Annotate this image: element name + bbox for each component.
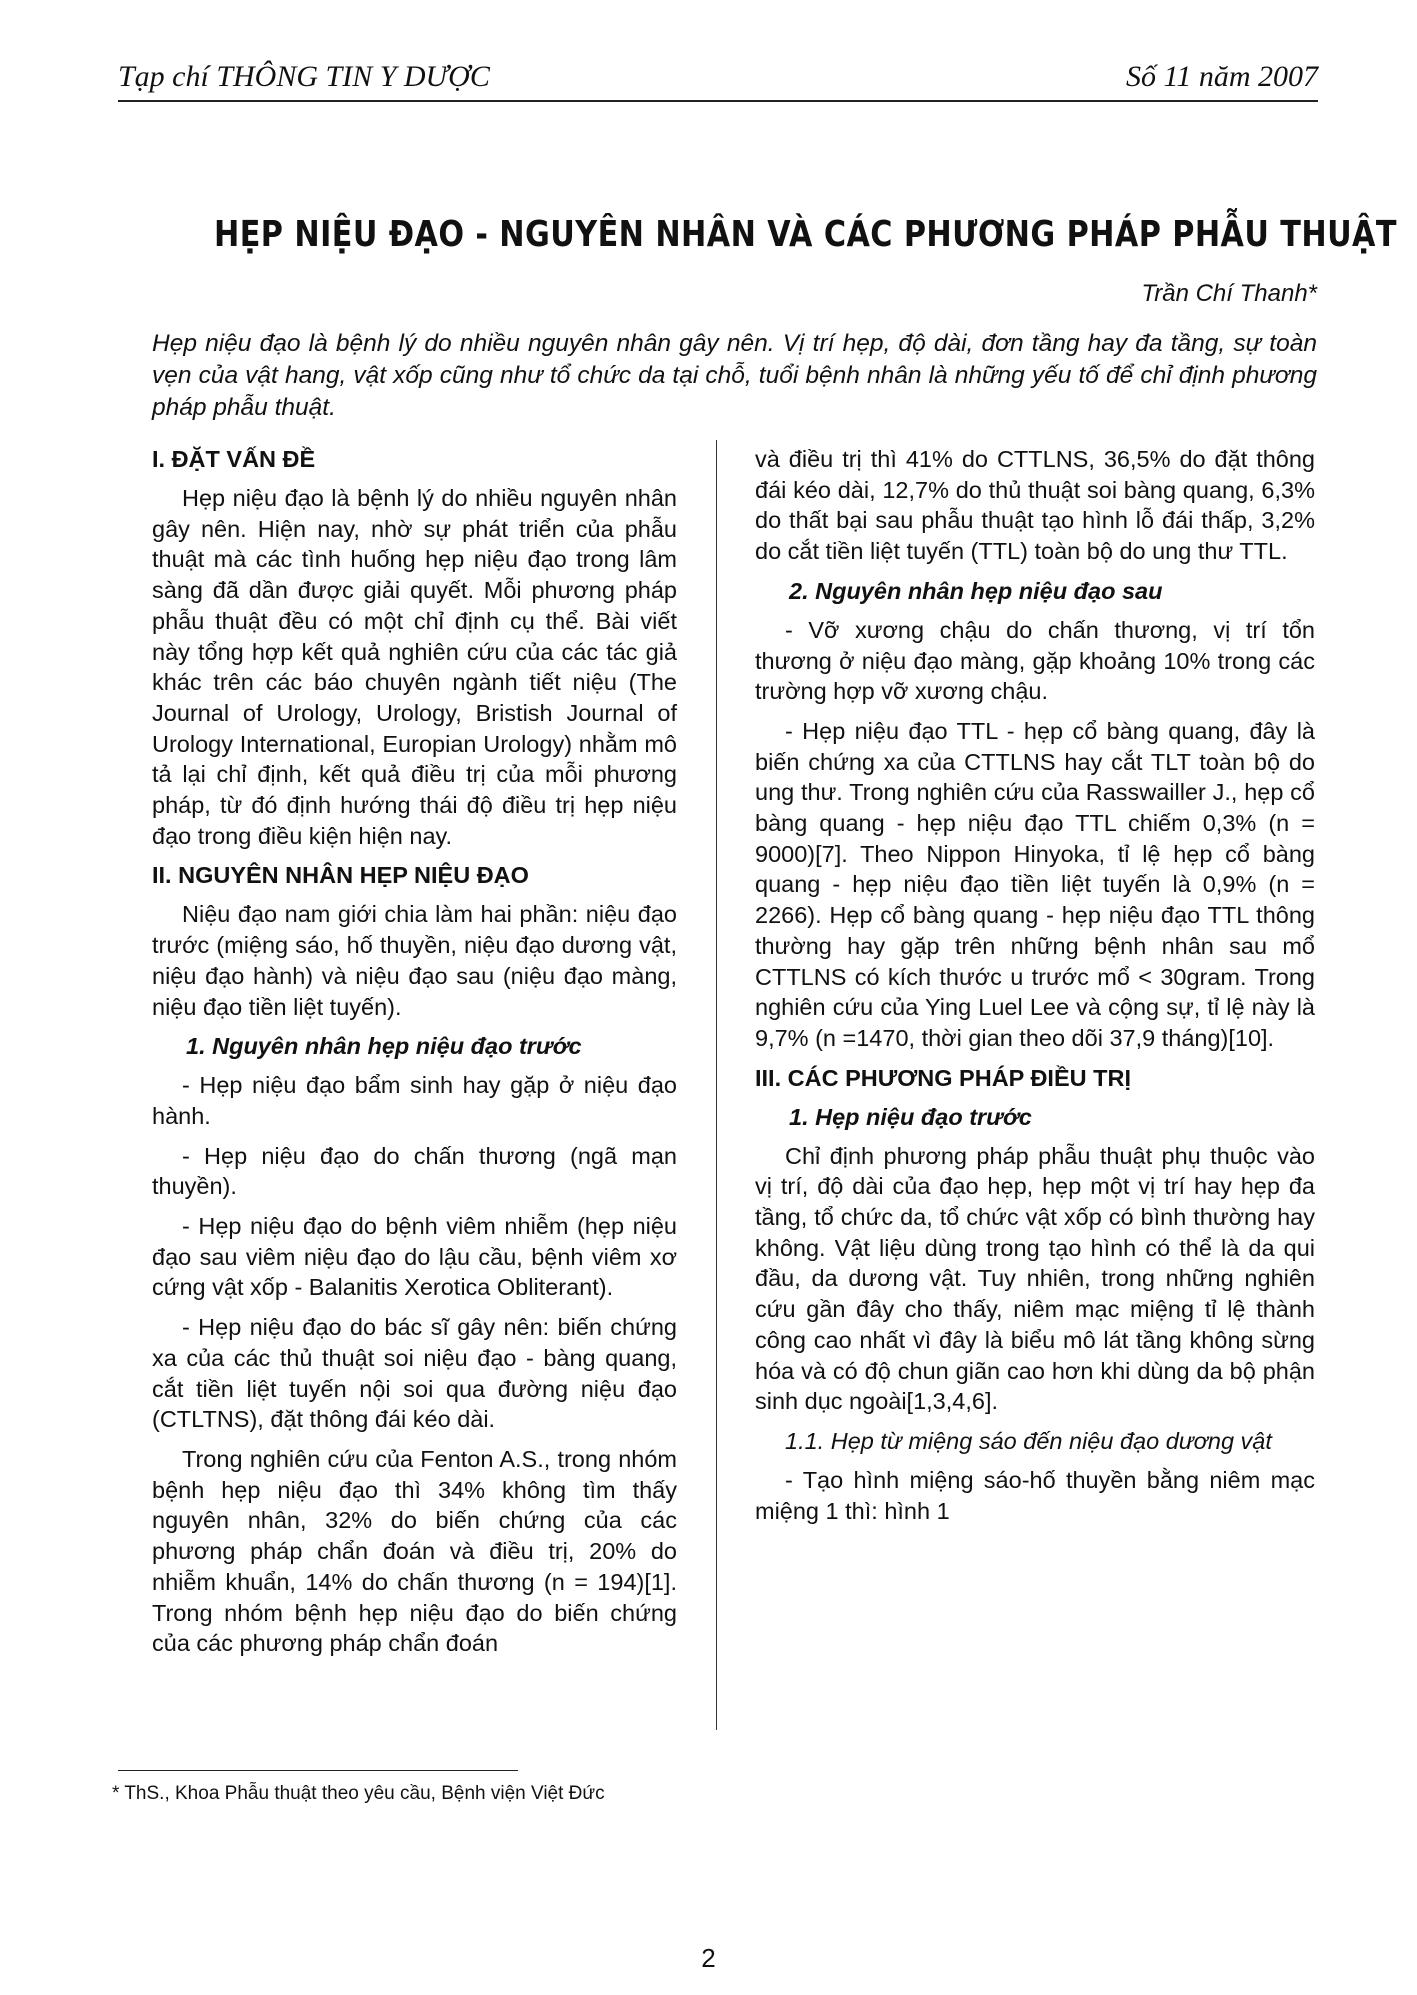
issue-number: Số 11 năm 2007	[1126, 60, 1318, 93]
paragraph: Niệu đạo nam giới chia làm hai phần: niệu đạo trước (miệng sáo, hố thuyền, niệu đạo dương vật, niệu đạo hành) và niệu đạo sau (niệu đạo màng, niệu đạo tiền liệt tuyến).	[152, 901, 677, 1020]
column-divider	[716, 440, 717, 1730]
bullet-paragraph: - Vỡ xương chậu do chấn thương, vị trí tổn thương ở niệu đạo màng, gặp khoảng 10% trong các trường hợp vỡ xương chậu.	[755, 616, 1315, 705]
subsection-heading: 1. Nguyên nhân hẹp niệu đạo trước	[186, 1033, 582, 1060]
footnote-rule	[118, 1770, 518, 1771]
footnote: * ThS., Khoa Phẫu thuật theo yêu cầu, Bệnh viện Việt Đức	[112, 1783, 605, 1804]
abstract: Hẹp niệu đạo là bệnh lý do nhiều nguyên nhân gây nên. Vị trí hẹp, độ dài, đơn tầng hay đa tầng, sự toàn vẹn của vật hang, vật xốp cũng như tổ chức da tại chỗ, tuổi bệnh nhân là những yếu tố để chỉ định phương pháp phẫu thuật.	[152, 330, 1317, 421]
bullet-paragraph: - Hẹp niệu đạo TTL - hẹp cổ bàng quang, đây là biến chứng xa của CTTLNS hay cắt TLT toàn bộ do ung thư. Trong nghiên cứu của Rasswailler J., hẹp cổ bàng quang - hẹp niệu đạo TTL chiếm 0,3% (n = 9000)[7]. Theo Nippon Hinyoka, tỉ lệ hẹp cổ bàng quang - hẹp niệu đạo tiền liệt tuyến là 0,9% (n = 2266). Hẹp cổ bàng quang - hẹp niệu đạo TTL thông thường hay gặp trên những bệnh nhân sau mổ CTTLNS có kích thước u trước mổ < 30gram. Trong nghiên cứu của Ying Luel Lee và cộng sự, tỉ lệ này là 9,7% (n =1470, thời gian theo dõi 37,9 tháng)[10].	[755, 717, 1315, 1051]
bullet-paragraph: - Hẹp niệu đạo do bác sĩ gây nên: biến chứng xa của các thủ thuật soi niệu đạo - bàng quang, cắt tiền liệt tuyến nội soi qua đường niệu đạo (CTLTNS), đặt thông đái kéo dài.	[152, 1314, 677, 1433]
right-column	[755, 444, 1315, 1535]
bullet-paragraph: - Tạo hình miệng sáo-hố thuyền bằng niêm mạc miệng 1 thì: hình 1	[755, 1466, 1315, 1524]
author-name: Trần Chí Thanh*	[1141, 280, 1317, 307]
page-number: 2	[701, 1943, 716, 1973]
paragraph: Chỉ định phương pháp phẫu thuật phụ thuộc vào vị trí, độ dài của đạo hẹp, hẹp một vị trí hay hẹp đa tầng, tổ chức da, tổ chức vật xốp có bình thường hay không. Vật liệu dùng trong tạo hình có thể là da qui đầu, da dương vật. Tuy nhiên, trong những nghiên cứu gần đây cho thấy, niêm mạc miệng tỉ lệ thành công cao nhất vì đây là biểu mô lát tầng không sừng hóa và có độ chun giãn cao hơn khi dùng da bộ phận sinh dục ngoài[1,3,4,6].	[755, 1142, 1315, 1415]
bullet-paragraph: - Hẹp niệu đạo do bệnh viêm nhiễm (hẹp niệu đạo sau viêm niệu đạo do lậu cầu, bệnh viêm xơ cứng vật xốp - Balanitis Xerotica Obliterant).	[152, 1213, 677, 1301]
bullet-paragraph: - Hẹp niệu đạo do chấn thương (ngã mạn thuyền).	[152, 1142, 677, 1200]
subsubsection-heading: 1.1. Hẹp từ miệng sáo đến niệu đạo dương vật	[785, 1427, 1272, 1454]
section-heading-1: I. ĐẶT VẤN ĐỀ	[152, 446, 316, 472]
subsection-heading: 1. Hẹp niệu đạo trước	[789, 1103, 1032, 1130]
bullet-paragraph: - Hẹp niệu đạo bẩm sinh hay gặp ở niệu đạo hành.	[152, 1072, 677, 1129]
paragraph: Hẹp niệu đạo là bệnh lý do nhiều nguyên nhân gây nên. Hiện nay, nhờ sự phát triển của phẫu thuật mà các tình huống hẹp niệu đạo trong lâm sàng đã dần được giải quyết. Mỗi phương pháp phẫu thuật đều có một chỉ định cụ thể. Bài viết này tổng hợp kết quả nghiên cứu của các tác giả khác trên các báo chuyên ngành tiết niệu (The Journal of Urology, Urology, Bristish Journal of Urology International, Europian Urology) nhằm mô tả lại chỉ định, kết quả điều trị của mỗi phương pháp, từ đó định hướng thái độ điều trị hẹp niệu đạo trong điều kiện hiện nay.	[152, 485, 677, 849]
section-heading-3: III. CÁC PHƯƠNG PHÁP ĐIỀU TRỊ	[755, 1064, 1131, 1091]
paragraph: Trong nghiên cứu của Fenton A.S., trong nhóm bệnh hẹp niệu đạo thì 34% không tìm thấy nguyên nhân, 32% do biến chứng của các phương pháp chẩn đoán và điều trị, 20% do nhiễm khuẩn, 14% do chấn thương (n = 194)[1]. Trong nhóm bệnh hẹp niệu đạo do biến chứng của các phương pháp chẩn đoán	[152, 1445, 677, 1657]
subsection-heading: 2. Nguyên nhân hẹp niệu đạo sau	[789, 577, 1163, 604]
section-heading-2: II. NGUYÊN NHÂN HẸP NIỆU ĐẠO	[152, 862, 529, 889]
paragraph-continued: và điều trị thì 41% do CTTLNS, 36,5% do đặt thông đái kéo dài, 12,7% do thủ thuật soi bàng quang, 6,3% do thất bại sau phẫu thuật tạo hình lỗ đái thấp, 3,2% do cắt tiền liệt tuyến (TTL) toàn bộ do ung thư TTL.	[755, 446, 1315, 565]
running-header	[118, 56, 1318, 102]
article-title: HẸP NIỆU ĐẠO - NGUYÊN NHÂN VÀ CÁC PHƯƠNG PHÁP PHẪU THUẬT	[214, 214, 1397, 255]
journal-name: Tạp chí THÔNG TIN Y DƯỢC	[118, 60, 490, 93]
left-column	[152, 444, 677, 1668]
